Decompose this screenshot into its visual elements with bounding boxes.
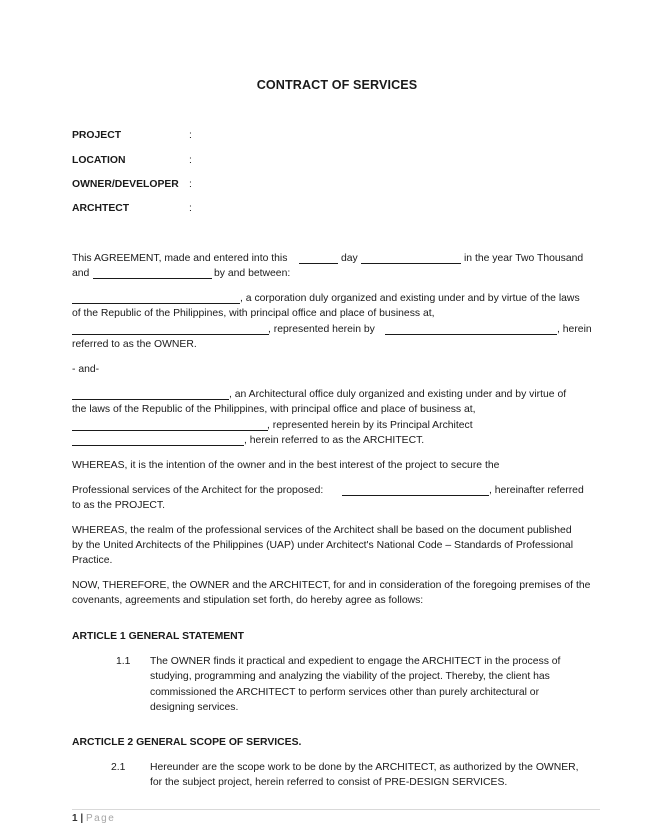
- blank-month-line[interactable]: [361, 263, 461, 264]
- clause-number: 2.1: [111, 762, 126, 773]
- field-label-location: LOCATION: [72, 155, 126, 166]
- blank-day-line[interactable]: [299, 263, 338, 264]
- professional-text: to as the PROJECT.: [72, 500, 165, 511]
- blank-proposed-project-line[interactable]: [342, 495, 489, 496]
- architect-text: the laws of the Republic of the Philippines, with principal office and place of business at,: [72, 404, 476, 415]
- field-label-owner-developer: OWNER/DEVELOPER: [72, 179, 179, 190]
- whereas-paragraph: WHEREAS, it is the intention of the owner and in the best interest of the project to secure the: [72, 460, 500, 471]
- clause-line: Hereunder are the scope work to be done by the ARCHITECT, as authorized by the OWNER,: [150, 762, 579, 773]
- page-label: Page: [85, 813, 116, 824]
- blank-year-line[interactable]: [93, 278, 212, 279]
- owner-text: , a corporation duly organized and existing under and by virtue of the laws: [240, 293, 580, 304]
- document-title: CONTRACT OF SERVICES: [256, 78, 418, 92]
- now-therefore-line: NOW, THEREFORE, the OWNER and the ARCHITECT, for and in consideration of the foregoing premises of the: [72, 580, 591, 591]
- owner-text: of the Republic of the Philippines, with principal office and place of business at,: [72, 308, 435, 319]
- agreement-text: This AGREEMENT, made and entered into this: [72, 253, 288, 264]
- blank-principal-architect-line[interactable]: [72, 445, 244, 446]
- field-colon: :: [189, 155, 192, 166]
- blank-owner-address-line[interactable]: [72, 334, 269, 335]
- clause-line: designing services.: [150, 702, 239, 713]
- clause-line: The OWNER finds it practical and expedient to engage the ARCHITECT in the process of: [150, 656, 561, 667]
- clause-number: 1.1: [116, 656, 131, 667]
- field-colon: :: [189, 203, 192, 214]
- owner-text: referred to as the OWNER.: [72, 339, 197, 350]
- whereas-paragraph-line: WHEREAS, the realm of the professional services of the Architect shall be based on the document published: [72, 525, 572, 536]
- field-colon: :: [189, 130, 192, 141]
- field-label-project: PROJECT: [72, 130, 122, 141]
- clause-line: studying, programming and analyzing the viability of the project. Thereby, the client has: [150, 671, 550, 682]
- footer-rule: [72, 809, 600, 810]
- page-footer: [72, 811, 115, 826]
- field-colon: :: [189, 179, 192, 190]
- page-separator: |: [80, 813, 84, 824]
- owner-text: , represented herein by: [268, 324, 375, 335]
- agreement-text: day: [341, 253, 358, 264]
- architect-text: , represented herein by its Principal Architect: [267, 420, 473, 431]
- whereas-paragraph-line: by the United Architects of the Philippines (UAP) under Architect's National Code – Standards of Professional: [72, 540, 574, 551]
- article-2-heading: ARCTICLE 2 GENERAL SCOPE OF SERVICES.: [72, 737, 302, 748]
- field-label-architect: ARCHTECT: [72, 203, 130, 214]
- blank-architect-office-line[interactable]: [72, 399, 229, 400]
- and-separator: - and-: [72, 364, 100, 375]
- agreement-text: and: [72, 268, 90, 279]
- blank-owner-rep-line[interactable]: [385, 334, 557, 335]
- agreement-text: by and between:: [214, 268, 291, 279]
- professional-text: Professional services of the Architect for the proposed:: [72, 485, 324, 496]
- article-1-heading: ARTICLE 1 GENERAL STATEMENT: [72, 631, 245, 642]
- professional-text: , hereinafter referred: [489, 485, 584, 496]
- page-number: 1: [72, 813, 78, 824]
- clause-line: for the subject project, herein referred to consist of PRE-DESIGN SERVICES.: [150, 777, 508, 788]
- architect-text: , an Architectural office duly organized and existing under and by virtue of: [229, 389, 567, 400]
- architect-text: , herein referred to as the ARCHITECT.: [244, 435, 425, 446]
- whereas-paragraph-line: Practice.: [72, 555, 113, 566]
- owner-text: , herein: [557, 324, 592, 335]
- blank-owner-name-line[interactable]: [72, 303, 240, 304]
- blank-architect-address-line[interactable]: [72, 430, 268, 431]
- agreement-text: in the year Two Thousand: [464, 253, 584, 264]
- now-therefore-line: covenants, agreements and stipulation set forth, do hereby agree as follows:: [72, 595, 424, 606]
- clause-line: commissioned the ARCHITECT to perform services other than purely architectural or: [150, 687, 540, 698]
